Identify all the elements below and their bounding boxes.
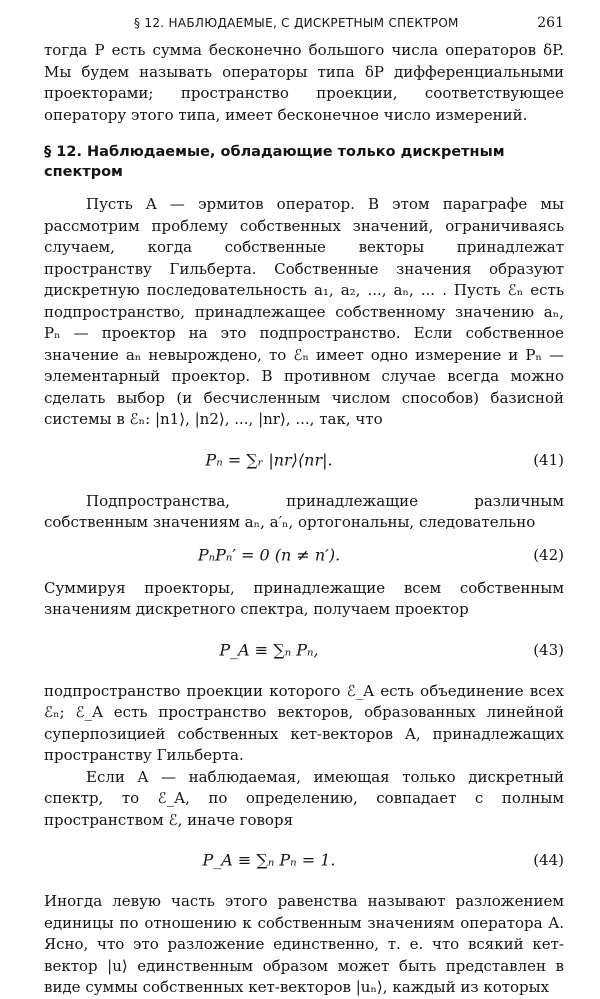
paragraph-2: Подпространства, принадлежащие различным собственным значениям aₙ, a′ₙ, ортогональны, следовательно — [44, 491, 564, 531]
section-heading: § 12. Наблюдаемые, обладающие только дискретным спектром — [44, 144, 505, 180]
paragraph-5: Если A — наблюдаемая, имеющая только дискретный спектр, то ℰ_A, по определению, совпадает с полным пространством ℰ, иначе говоря — [44, 767, 564, 829]
equation-43-number: (43) — [533, 640, 564, 659]
paragraph-1: Пусть A — эрмитов оператор. В этом параграфе мы рассмотрим проблему собственных значений, ограничиваясь случаем, когда собственные векторы принадлежат пространству Гильберта. Собственные значения образуют дискретную последовательность a₁, a₂, ..., aₙ, ... . Пусть ℰₙ есть подпространство, принадлежащее собственному значению aₙ, Pₙ — проектор на это подпространство. Если собственное значение aₙ невырождено, то ℰₙ имеет одно измерение и Pₙ — элементарный проектор. В противном случае всегда можно сделать выбор (и бесчисленным числом способов) базисной системы в ℰₙ: |n1⟩, |n2⟩, ..., |nr⟩, ..., так, что — [44, 195, 564, 428]
equation-44-number: (44) — [533, 851, 564, 869]
page-number: 261 — [537, 15, 564, 31]
page-body — [44, 40, 564, 999]
paragraph-3: Суммируя проекторы, принадлежащие всем собственным значениям дискретного спектра, получаем проектор — [44, 578, 564, 618]
equation-42 — [44, 540, 564, 570]
running-title: § 12. НАБЛЮДАЕМЫЕ, С ДИСКРЕТНЫМ СПЕКТРОМ — [134, 16, 459, 30]
equation-43 — [44, 625, 564, 675]
paragraph-6: Иногда левую часть этого равенства называют разложением единицы по отношению к собственным значениям оператора A. Ясно, что это разложение единственно, т. е. что всякий кет-вектор |u⟩ единственным образом может быть представлен в виде суммы собственных кет-векторов |uₙ⟩, каждый из которых — [44, 892, 564, 996]
page-header — [44, 12, 564, 34]
equation-43-formula: P_A ≡ ∑ₙ Pₙ, — [219, 640, 319, 659]
intro-paragraph: тогда P есть сумма бесконечно большого числа операторов δP. Мы будем называть операторы типа δP дифференциальными проекторами; пространство проекции, соответствующее оператору этого типа, имеет бесконечное число измерений. — [44, 41, 564, 124]
equation-44-formula: P_A ≡ ∑ₙ Pₙ = 1. — [202, 850, 336, 870]
equation-44 — [44, 835, 564, 885]
paragraph-4: подпространство проекции которого ℰ_A есть объединение всех ℰₙ; ℰ_A есть пространство векторов, образованных линейной суперпозицией собственных кет-векторов A, принадлежащих пространству Гильберта. — [44, 681, 564, 764]
equation-41-formula: Pₙ = ∑ᵣ |nr⟩⟨nr|. — [205, 450, 333, 469]
equation-42-number: (42) — [533, 545, 564, 564]
equation-41-number: (41) — [533, 450, 564, 469]
equation-42-formula: PₙPₙ′ = 0 (n ≠ n′). — [197, 545, 341, 564]
equation-41 — [44, 435, 564, 485]
